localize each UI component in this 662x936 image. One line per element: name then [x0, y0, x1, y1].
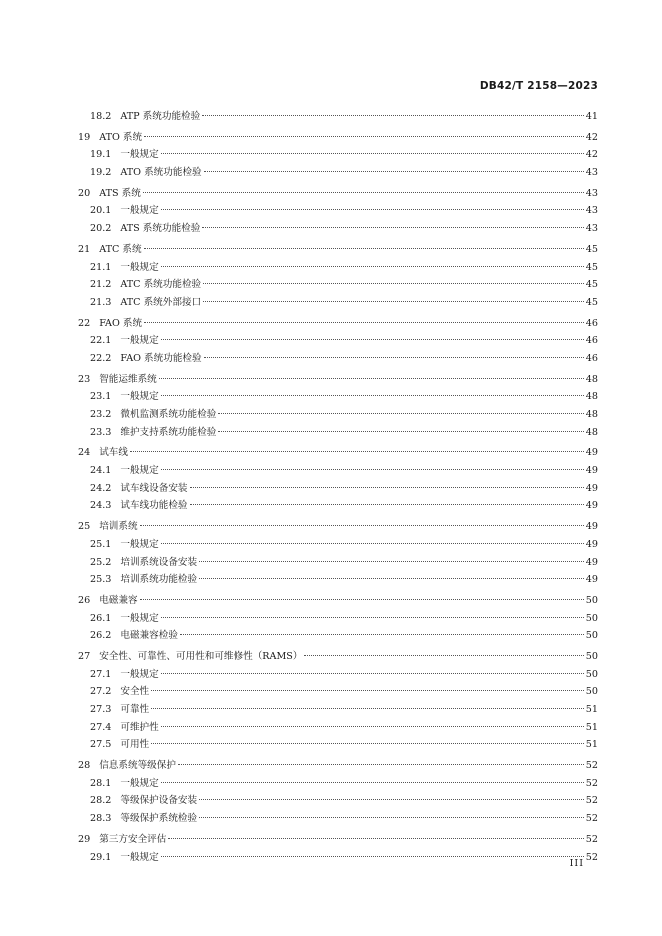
toc-entry-number: 19.2: [90, 167, 112, 179]
toc-entry-title: ATC 系统: [99, 243, 142, 255]
toc-entry[interactable]: [78, 610, 598, 628]
toc-entry-page: 52: [585, 833, 598, 845]
toc-entry[interactable]: [78, 164, 598, 182]
dot-leader: [202, 227, 583, 228]
toc-entry-page: 46: [585, 335, 598, 347]
toc-entry[interactable]: [78, 259, 598, 277]
toc-entry-page: 49: [585, 465, 598, 477]
toc-entry[interactable]: [78, 424, 598, 442]
dot-leader: [199, 799, 584, 800]
toc-entry-number: 26: [78, 594, 91, 606]
toc-entry-title: 培训系统设备安装: [120, 556, 198, 568]
toc-entry-page: 45: [585, 296, 598, 308]
toc-entry-page: 43: [585, 205, 598, 217]
toc-entry-number: 27.1: [90, 668, 112, 680]
dot-leader: [161, 617, 584, 618]
toc-entry-page: 49: [585, 500, 598, 512]
toc-entry-page: 48: [585, 391, 598, 403]
toc-entry[interactable]: [78, 719, 598, 737]
toc-entry-page: 52: [585, 795, 598, 807]
toc-entry-number: 21: [78, 243, 91, 255]
dot-leader: [144, 322, 584, 323]
dot-leader: [161, 339, 584, 340]
toc-entry-title: 一般规定: [120, 538, 159, 550]
toc-entry-title: 试车线设备安装: [120, 482, 188, 494]
toc-entry-page: 51: [585, 721, 598, 733]
toc-entry[interactable]: [78, 220, 598, 238]
toc-entry[interactable]: [78, 497, 598, 515]
toc-entry[interactable]: [78, 592, 598, 610]
toc-entry[interactable]: [78, 202, 598, 220]
toc-entry-number: 24.3: [90, 500, 112, 512]
toc-entry[interactable]: [78, 757, 598, 775]
dot-leader: [199, 578, 584, 579]
toc-entry-number: 25.2: [90, 556, 112, 568]
dot-leader: [161, 469, 584, 470]
toc-entry-title: 一般规定: [120, 205, 159, 217]
toc-entry-number: 28.2: [90, 795, 112, 807]
dot-leader: [178, 764, 584, 765]
toc-entry-number: 20.2: [90, 223, 112, 235]
toc-entry-number: 20.1: [90, 205, 112, 217]
toc-entry-number: 19.1: [90, 149, 112, 161]
toc-entry-page: 48: [585, 409, 598, 420]
toc-entry-title: 信息系统等级保护: [99, 760, 176, 772]
dot-leader: [130, 451, 584, 452]
toc-entry-title: FAO 系统功能检验: [120, 352, 202, 364]
toc-entry-number: 23.2: [90, 409, 112, 420]
toc-entry-number: 23: [78, 373, 91, 385]
dot-leader: [159, 378, 584, 379]
toc-entry-page: 51: [585, 704, 598, 715]
dot-leader: [199, 561, 584, 562]
dot-leader: [140, 525, 584, 526]
toc-entry-page: 42: [585, 149, 598, 161]
toc-entry-title: 电磁兼容检验: [120, 630, 178, 642]
toc-entry-page: 48: [585, 373, 598, 385]
toc-entry[interactable]: [78, 554, 598, 572]
dot-leader: [161, 395, 584, 396]
toc-entry-page: 51: [585, 739, 598, 751]
toc-entry-title: 微机监测系统功能检验: [120, 409, 217, 420]
toc-entry[interactable]: [78, 185, 598, 203]
dot-leader: [151, 743, 584, 744]
toc-entry-title: 一般规定: [120, 668, 159, 680]
dot-leader: [161, 856, 584, 857]
toc-entry[interactable]: [78, 388, 598, 406]
toc-entry-title: ATS 系统功能检验: [120, 223, 201, 235]
toc-entry-page: 43: [585, 167, 598, 179]
toc-entry-page: 49: [585, 538, 598, 550]
toc-entry-title: FAO 系统: [99, 317, 143, 329]
toc-entry-title: ATC 系统外部接口: [120, 296, 202, 308]
toc-entry-number: 27.4: [90, 721, 112, 733]
toc-entry-title: 一般规定: [120, 391, 159, 403]
toc-entry[interactable]: [78, 810, 598, 828]
toc-entry[interactable]: [78, 627, 598, 645]
toc-entry-page: 52: [585, 813, 598, 825]
toc-entry[interactable]: [78, 241, 598, 259]
dot-leader: [218, 431, 583, 432]
toc-entry-number: 27.2: [90, 686, 112, 698]
toc-entry-title: 第三方安全评估: [99, 833, 167, 845]
toc-entry-title: 试车线: [99, 447, 128, 459]
dot-leader: [202, 115, 584, 116]
toc-entry[interactable]: [78, 108, 598, 126]
toc-entry-page: 52: [585, 851, 598, 863]
toc-entry-number: 28.1: [90, 777, 112, 789]
dot-leader: [151, 690, 584, 691]
dot-leader: [204, 357, 584, 358]
toc-entry-title: 可用性: [120, 739, 150, 751]
toc-entry-number: 18.2: [90, 111, 112, 122]
toc-entry-title: 电磁兼容: [99, 594, 138, 606]
dot-leader: [304, 655, 583, 656]
toc-entry-number: 23.1: [90, 391, 112, 403]
toc-entry-title: ATP 系统功能检验: [120, 111, 201, 122]
toc-entry-title: 可靠性: [120, 704, 150, 715]
toc-entry-title: 可维护性: [120, 721, 159, 733]
toc-entry-number: 24.2: [90, 482, 112, 494]
toc-entry-number: 24.1: [90, 465, 112, 477]
toc-entry[interactable]: [78, 536, 598, 554]
toc-entry-number: 27.5: [90, 739, 112, 751]
dot-leader: [161, 673, 584, 674]
toc-entry-title: ATO 系统功能检验: [120, 167, 202, 179]
dot-leader: [140, 599, 584, 600]
toc-entry-title: 一般规定: [120, 261, 159, 273]
toc-entry-page: 50: [585, 650, 598, 662]
toc-entry-title: 等级保护系统检验: [120, 813, 198, 825]
dot-leader: [143, 192, 584, 193]
toc-entry-title: 试车线功能检验: [120, 500, 188, 512]
toc-entry-page: 50: [585, 594, 598, 606]
dot-leader: [180, 634, 584, 635]
toc-entry[interactable]: [78, 701, 598, 719]
dot-leader: [203, 301, 584, 302]
toc-entry-title: 一般规定: [120, 465, 159, 477]
toc-entry-page: 49: [585, 447, 598, 459]
toc-entry[interactable]: [78, 332, 598, 350]
toc-entry-title: ATO 系统: [99, 131, 143, 143]
toc-entry[interactable]: [78, 648, 598, 666]
toc-entry-number: 29: [78, 833, 91, 845]
toc-entry-page: 52: [585, 777, 598, 789]
toc-entry-number: 21.2: [90, 279, 112, 291]
table-of-contents: [78, 108, 598, 866]
dot-leader: [203, 283, 584, 284]
dot-leader: [190, 487, 584, 488]
toc-entry-title: 智能运维系统: [99, 373, 157, 385]
toc-entry-page: 49: [585, 574, 598, 586]
toc-entry-number: 28.3: [90, 813, 112, 825]
toc-entry-title: ATC 系统功能检验: [120, 279, 202, 291]
toc-entry-page: 50: [585, 686, 598, 698]
toc-entry[interactable]: [78, 129, 598, 147]
toc-entry-number: 19: [78, 131, 91, 143]
toc-entry-title: 培训系统功能检验: [120, 574, 198, 586]
toc-entry-number: 25: [78, 521, 91, 533]
toc-entry-page: 41: [585, 111, 598, 122]
toc-entry[interactable]: [78, 666, 598, 684]
toc-entry-page: 50: [585, 630, 598, 642]
dot-leader: [218, 413, 583, 414]
toc-entry[interactable]: [78, 736, 598, 754]
dot-leader: [161, 209, 584, 210]
toc-entry-title: 一般规定: [120, 335, 159, 347]
toc-entry-title: 培训系统: [99, 521, 138, 533]
toc-entry-page: 42: [585, 131, 598, 143]
toc-entry-number: 22.2: [90, 352, 112, 364]
toc-entry[interactable]: [78, 444, 598, 462]
toc-entry-page: 45: [585, 279, 598, 291]
dot-leader: [151, 708, 584, 709]
toc-entry-number: 29.1: [90, 851, 112, 863]
toc-entry[interactable]: [78, 294, 598, 312]
toc-entry-number: 25.3: [90, 574, 112, 586]
toc-entry-number: 20: [78, 187, 91, 199]
toc-entry-number: 27.3: [90, 704, 112, 715]
toc-entry-page: 45: [585, 243, 598, 255]
toc-entry-page: 52: [585, 760, 598, 772]
dot-leader: [161, 782, 584, 783]
toc-entry-number: 27: [78, 650, 91, 662]
toc-entry-title: 一般规定: [120, 149, 159, 161]
dot-leader: [190, 504, 584, 505]
page-number: III: [569, 858, 584, 869]
toc-entry-page: 49: [585, 521, 598, 533]
toc-entry-title: ATS 系统: [99, 187, 141, 199]
toc-entry[interactable]: [78, 849, 598, 867]
toc-entry-title: 等级保护设备安装: [120, 795, 198, 807]
toc-entry[interactable]: [78, 683, 598, 701]
toc-entry-number: 28: [78, 760, 91, 772]
toc-entry-title: 一般规定: [120, 777, 159, 789]
toc-entry-page: 46: [585, 352, 598, 364]
dot-leader: [161, 726, 584, 727]
toc-entry[interactable]: [78, 146, 598, 164]
toc-entry-page: 45: [585, 261, 598, 273]
dot-leader: [144, 248, 584, 249]
toc-entry[interactable]: [78, 831, 598, 849]
toc-entry[interactable]: [78, 406, 598, 424]
toc-entry[interactable]: [78, 480, 598, 498]
toc-entry[interactable]: [78, 462, 598, 480]
toc-entry-page: 49: [585, 482, 598, 494]
toc-entry[interactable]: [78, 371, 598, 389]
toc-entry-number: 26.1: [90, 612, 112, 624]
toc-entry-title: 一般规定: [120, 612, 159, 624]
toc-entry-title: 安全性: [120, 686, 150, 698]
dot-leader: [161, 543, 584, 544]
toc-entry-page: 43: [585, 187, 598, 199]
toc-entry-number: 22: [78, 317, 91, 329]
toc-entry[interactable]: [78, 792, 598, 810]
toc-entry-number: 21.1: [90, 261, 112, 273]
toc-entry-number: 24: [78, 447, 91, 459]
toc-entry-title: 安全性、可靠性、可用性和可维修性（RAMS）: [99, 650, 303, 662]
dot-leader: [199, 817, 584, 818]
toc-entry-number: 22.1: [90, 335, 112, 347]
toc-entry-page: 46: [585, 317, 598, 329]
toc-entry-page: 43: [585, 223, 598, 235]
dot-leader: [161, 266, 584, 267]
dot-leader: [144, 136, 584, 137]
dot-leader: [161, 153, 584, 154]
toc-entry[interactable]: [78, 775, 598, 793]
toc-entry-number: 21.3: [90, 296, 112, 308]
toc-entry-number: 26.2: [90, 630, 112, 642]
toc-entry-title: 维护支持系统功能检验: [120, 426, 217, 438]
toc-entry-number: 25.1: [90, 538, 112, 550]
toc-entry-page: 49: [585, 556, 598, 568]
toc-entry[interactable]: [78, 571, 598, 589]
document-code-header: DB42/T 2158—2023: [479, 80, 598, 92]
toc-entry-page: 48: [585, 426, 598, 438]
dot-leader: [168, 838, 583, 839]
toc-entry[interactable]: [78, 350, 598, 368]
dot-leader: [204, 171, 584, 172]
toc-entry[interactable]: [78, 276, 598, 294]
toc-entry[interactable]: [78, 315, 598, 333]
toc-entry-number: 23.3: [90, 426, 112, 438]
toc-entry-page: 50: [585, 612, 598, 624]
toc-entry-page: 50: [585, 668, 598, 680]
toc-entry[interactable]: [78, 518, 598, 536]
toc-entry-title: 一般规定: [120, 851, 159, 863]
